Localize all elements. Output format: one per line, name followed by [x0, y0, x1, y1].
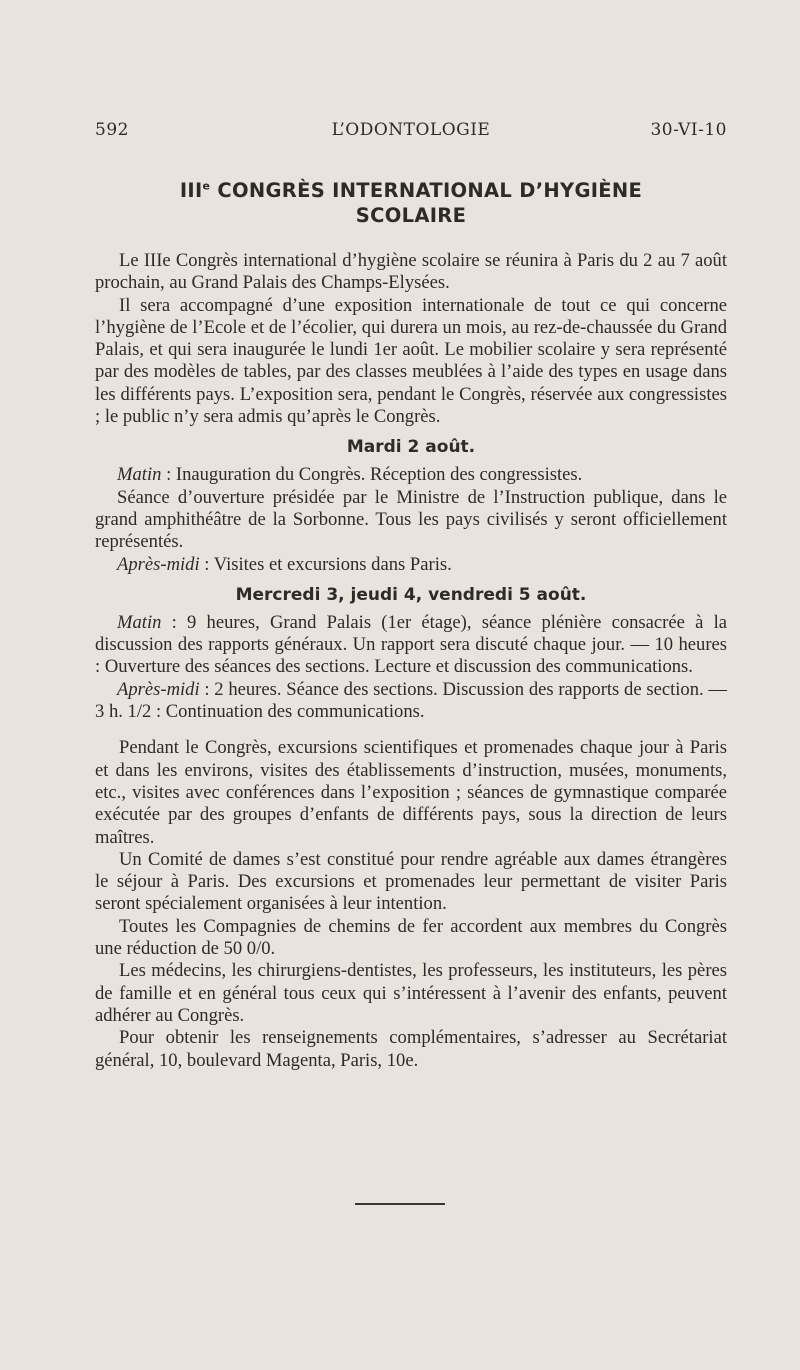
intro-paragraph-1: Le IIIe Congrès international d’hygiène scolaire se réunira à Paris du 2 au 7 août prochain, au Grand Palais des Champs-Elysées. [95, 250, 727, 294]
chemins-de-fer-paragraph: Toutes les Compagnies de chemins de fer accordent aux membres du Congrès une réduction de 50 0/0. [95, 915, 727, 960]
title-line-2: SCOLAIRE [355, 204, 467, 227]
day2-afternoon [95, 679, 727, 724]
day1-afternoon-text: : Visites et excursions dans Paris. [199, 553, 452, 575]
title-line-1 [95, 178, 727, 203]
day1-heading: Mardi 2 août. [346, 437, 476, 458]
issue-date: 30-VI-10 [650, 120, 727, 140]
page-number: 592 [95, 120, 129, 140]
closing-rule [355, 1203, 445, 1205]
day1-afternoon-label: Après-midi [117, 553, 200, 575]
excursions-paragraph: Pendant le Congrès, excursions scientifiques et promenades chaque jour à Paris et dans les environs, visites des établissements d’instruction, musées, monuments, etc., visites avec conférences dans l’exposition ; séances de gymnastique comparée exécutée par des groupes d’enfants de différents pays, sous la direction de leurs maîtres. [95, 737, 727, 848]
day1-morning-label: Matin [117, 464, 162, 486]
title-line-1-rest: CONGRÈS INTERNATIONAL D’HYGIÈNE [210, 179, 643, 202]
article-title [95, 178, 727, 228]
title-prefix-sup: e [202, 179, 211, 193]
title-prefix: III [179, 179, 203, 202]
renseignements-paragraph: Pour obtenir les renseignements complémentaires, s’adresser au Secrétariat général, 10, boulevard Magenta, Paris, 10e. [95, 1027, 727, 1071]
article-body [95, 250, 727, 1072]
dames-paragraph: Un Comité de dames s’est constitué pour rendre agréable aux dames étrangères le séjour à Paris. Des excursions et promenades leur permettant de visiter Paris seront spécialement organisées à leur intention. [95, 848, 727, 915]
day1-afternoon [95, 554, 727, 576]
intro-paragraph-2: Il sera accompagné d’une exposition internationale de tout ce qui concerne l’hygiène de l’Ecole et de l’écolier, qui durera un mois, au rez-de-chaussée du Grand Palais, et qui sera inaugurée le lundi 1er août. Le mobilier scolaire y sera représenté par des modèles de tables, par des classes meublées à l’aide des types en usage dans les différents pays. L’exposition sera, pendant le Congrès, réservée aux congressistes ; le public n’y sera admis qu’après le Congrès. [95, 294, 727, 428]
day2-afternoon-text: : 2 heures. Séance des sections. Discussion des rapports de section. — 3 h. 1/2 : Continuation des communications. [95, 678, 727, 723]
day2-morning [95, 612, 727, 679]
day2-heading: Mercredi 3, jeudi 4, vendredi 5 août. [235, 584, 587, 605]
day1-session: Séance d’ouverture présidée par le Ministre de l’Instruction publique, dans le grand amphithéâtre de la Sorbonne. Tous les pays civilisés y seront officiellement représentés. [95, 486, 727, 553]
adhesion-paragraph: Les médecins, les chirurgiens-dentistes, les professeurs, les instituteurs, les pères de famille et en général tous ceux qui s’intéressent à l’avenir des enfants, peuvent adhérer au Congrès. [95, 960, 727, 1026]
day1-morning-text: : Inauguration du Congrès. Réception des congressistes. [161, 464, 583, 486]
day2-morning-text: : 9 heures, Grand Palais (1er étage), séance plénière consacrée à la discussion des rapports généraux. Un rapport sera discuté chaque jour. — 10 heures : Ouverture des séances des sections. Lecture et discussion des communications. [95, 611, 727, 678]
day2-morning-label: Matin [117, 611, 162, 633]
journal-title: L’ODONTOLOGIE [331, 120, 491, 140]
day2-afternoon-label: Après-midi [117, 678, 200, 700]
day1-morning [95, 464, 727, 486]
running-head [95, 120, 727, 144]
